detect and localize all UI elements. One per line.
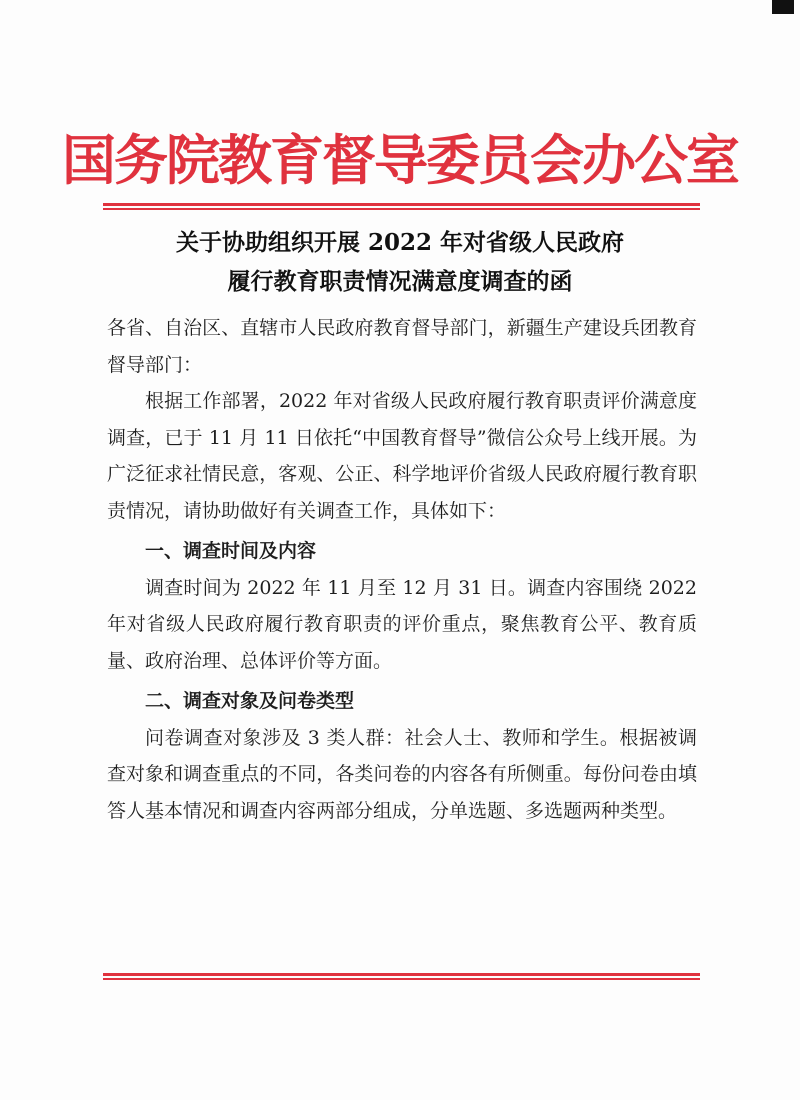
document-title-line-2: 履行教育职责情况满意度调查的函 xyxy=(227,268,573,295)
intro-paragraph: 根据工作部署，2022 年对省级人民政府履行教育职责评价满意度调查，已于 11 月 11 日依托“中国教育督导”微信公众号上线开展。为广泛征求社情民意，客观、公正、科学地评价省级人民政府履行教育职责情况，请协助做好有关调查工作，具体如下： xyxy=(107,390,697,522)
section-1-paragraph: 调查时间为 2022 年 11 月至 12 月 31 日。调查内容围绕 2022 年对省级人民政府履行教育职责的评价重点，聚焦教育公平、教育质量、政府治理、总体评价等方面。 xyxy=(107,576,697,672)
section-1-heading: 一、调查时间及内容 xyxy=(145,540,317,562)
footer-red-line-thin xyxy=(103,978,700,980)
section-2-paragraph: 问卷调查对象涉及 3 类人群：社会人士、教师和学生。根据被调查对象和调查重点的不同，各类问卷的内容各有所侧重。每份问卷由填答人基本情况和调查内容两部分组成，分单选题、多选题两种类型。 xyxy=(107,726,697,822)
header-red-line-thin xyxy=(103,208,700,210)
footer-red-line xyxy=(103,973,700,976)
issuing-office-header: 国务院教育督导委员会办公室 xyxy=(62,128,738,192)
document-title-line-1: 关于协助组织开展 2022 年对省级人民政府 xyxy=(175,229,625,256)
salutation: 各省、自治区、直辖市人民政府教育督导部门，新疆生产建设兵团教育督导部门： xyxy=(107,317,697,376)
header-red-line xyxy=(103,203,700,206)
section-2-heading: 二、调查对象及问卷类型 xyxy=(145,690,355,712)
document-body xyxy=(107,310,697,829)
scan-corner-mark xyxy=(772,0,794,14)
